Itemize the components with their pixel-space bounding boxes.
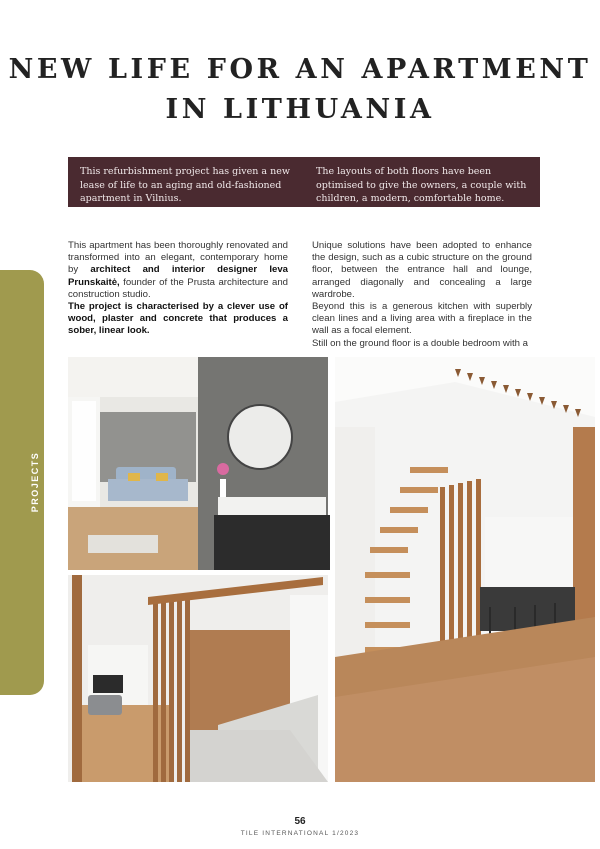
body-text-bold: architect and interior designer Ieva Prunskaitė,	[68, 264, 288, 288]
body-paragraph: Beyond this is a generous kitchen with superbly clean lines and a living area with a fireplace in the wall as a focal element.	[312, 301, 532, 337]
body-text-bold: The project is characterised by a clever use of wood, plaster and concrete that produces a sober, linear look.	[68, 301, 288, 337]
page-number: 56	[294, 816, 306, 827]
magazine-name: TILE INTERNATIONAL 1/2023	[240, 830, 360, 837]
body-text: This apartment has been thoroughly renovated and transformed into an elegant, contemporary home by	[68, 240, 288, 276]
intro-left: This refurbishment project has given a new lease of life to an aging and old-fashioned apartment in Vilnius.	[80, 166, 290, 204]
body-paragraph-bold	[68, 301, 288, 338]
living-area-photo	[68, 575, 328, 782]
body-text: founder of the Prusta architecture and construction studio.	[68, 276, 288, 300]
bedroom-photo	[68, 357, 328, 570]
body-column-right	[312, 240, 532, 349]
intro-box	[68, 157, 540, 207]
body-paragraph: Still on the ground floor is a double bedroom with a	[312, 337, 528, 349]
body-paragraph: Unique solutions have been adopted to enhance the design, such as a cubic structure on the ground floor, between the entrance hall and lounge, arranged diagonally and concealing a large wardrobe.	[312, 240, 532, 300]
title-line-1: NEW LIFE FOR AN APARTMENT	[8, 54, 592, 85]
article-title	[0, 50, 600, 130]
title-line-2: IN LITHUANIA	[165, 94, 435, 125]
intro-right: The layouts of both floors have been optimised to give the owners, a couple with children, a modern, comfortable home.	[316, 166, 527, 204]
section-tab-label: PROJECTS	[30, 451, 40, 513]
body-column-left	[68, 240, 288, 350]
staircase-photo	[335, 357, 595, 782]
body-paragraph	[68, 240, 288, 301]
